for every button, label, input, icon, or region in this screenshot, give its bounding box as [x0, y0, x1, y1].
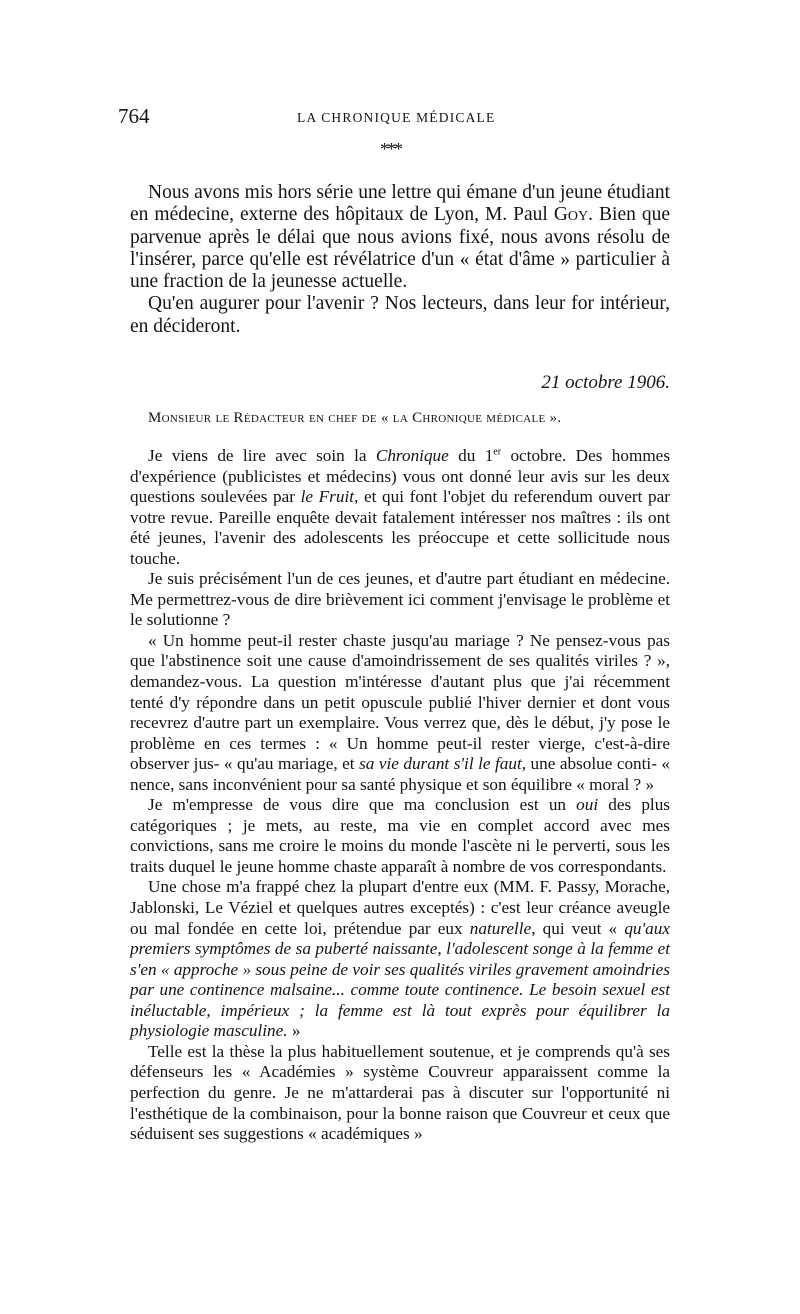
intro-paragraph-2: Qu'en augurer pour l'avenir ? Nos lecteurs, dans leur for intérieur, en décideront. [130, 293, 670, 337]
author-name: Goy [553, 204, 589, 226]
letter-paragraph-3: « Un homme peut-il rester chaste jusqu'au mariage ? Ne pensez-vous pas que l'abstinence soit une cause d'amoindrissement de ses qualités viriles ? », demandez-vous. La question m'intéresse d'autant plus que j'ai récemment tenté d'y répondre dans un petit opuscule publié l'hiver dernier et dont vous recevrez d'autre part un exemplaire. Vous verrez que, dès le début, j'y pose le problème en ces termes : « Un homme peut-il rester vierge, c'est-à-dire observer jus- « qu'au mariage, et sa vie durant s'il le faut, une absolue conti- « nence, sans inconvénient pour sa santé physique et son équilibre « moral ? » [130, 630, 670, 794]
editorial-intro [130, 182, 670, 338]
letter-paragraph-2: Je suis précisément l'un de ces jeunes, et d'autre part étudiant en médecine. Me permettrez-vous de dire brièvement ici comment j'envisage le problème et le solutionne ? [130, 569, 670, 630]
letter-paragraph-1: Je viens de lire avec soin la Chronique du 1er octobre. Des hommes d'expérience (publicistes et médecins) vous ont donné leur avis sur les deux questions soulevées par le Fruit, et qui font l'objet du referendum ouvert par votre revue. Pareille enquête devait fatalement intéresser nos maîtres : ils ont été jeunes, l'avenir des adolescents les préoccupe et cette sollicitude nous touche. [130, 446, 671, 568]
section-ornament [380, 140, 401, 158]
running-title: LA CHRONIQUE MÉDICALE [297, 110, 496, 125]
ornament-text: *** [380, 139, 401, 159]
letter-address: Monsieur le Rédacteur en chef de « la Chronique médicale ». [148, 410, 562, 426]
letter-paragraph-5: Une chose m'a frappé chez la plupart d'entre eux (MM. F. Passy, Morache, Jablonski, Le Véziel et quelques autres exceptés) : c'est leur créance aveugle ou mal fondée en cette loi, prétendue par eux naturelle, qui veut « qu'aux premiers symptômes de sa puberté naissante, l'adolescent songe à la femme et s'en « approche » sous peine de voir ses qualités viriles gravement amoindries par une continence malsaine... comme toute continence. Le besoin sexuel est inéluctable, impérieux ; la femme est là tout exprès pour équilibrer la physiologie masculine. » [130, 877, 670, 1041]
letter-paragraph-6: Telle est la thèse la plus habituellement soutenue, et je comprends qu'à ses défenseurs les « Académies » système Couvreur apparaissent comme la perfection du genre. Je ne m'attarderai pas à discuter sur l'opportunité ni l'esthétique de la combinaison, pour la bonne raison que Couvreur et ceux que séduisent ses suggestions « académiques » [130, 1041, 670, 1144]
letter-paragraph-4: Je m'empresse de vous dire que ma conclusion est un oui des plus catégoriques ; je mets, au reste, ma vie en complet accord avec mes convictions, sans me croire le moins du monde l'ascète ni le perverti, sous les traits duquel le jeune homme chaste apparaît à nombre de vos correspondants. [130, 795, 670, 876]
intro-paragraph-1: Nous avons mis hors série une lettre qui émane d'un jeune étudiant en médecine, externe des hôpitaux de Lyon, M. Paul Goy. Bien que parvenue après le délai que nous avions fixé, nous avons résolu de l'insérer, parce qu'elle est révélatrice d'un « état d'âme » particulier à une fraction de la jeunesse actuelle. [130, 182, 671, 293]
page-number: 764 [118, 104, 150, 128]
page-header [0, 104, 800, 134]
letter-body [130, 446, 670, 1145]
letter-date: 21 octobre 1906. [541, 372, 670, 393]
